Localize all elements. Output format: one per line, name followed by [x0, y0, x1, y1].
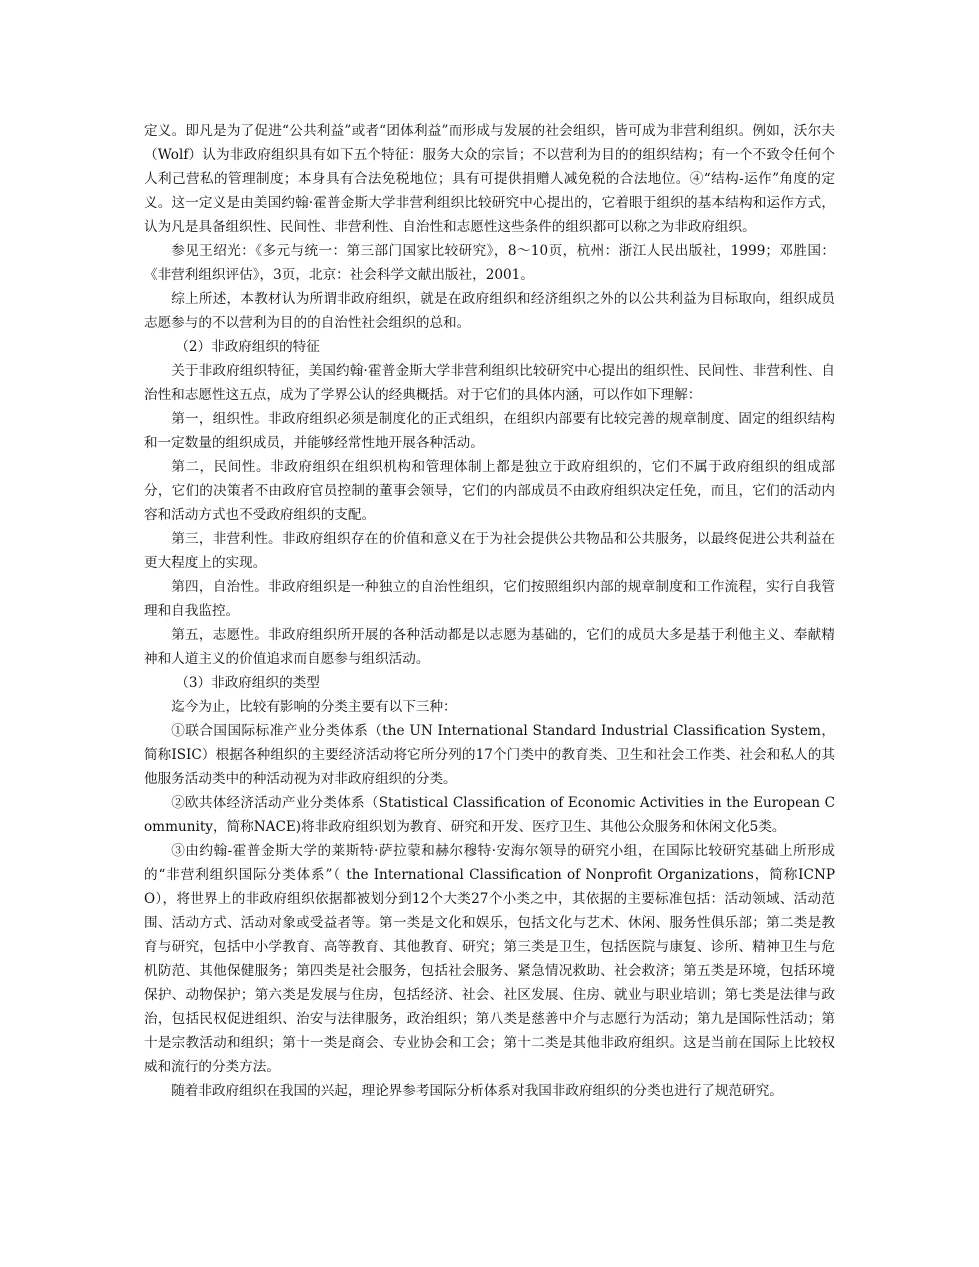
paragraph-voluntary: 第五，志愿性。非政府组织所开展的各种活动都是以志愿为基础的，它们的成员大多是基于利他主义、奉献精神和人道主义的价值追求而自愿参与组织活动。 — [144, 627, 835, 667]
paragraph-definition-cont: 定义。即凡是为了促进“公共利益”或者“团体利益”而形成与发展的社会组织，皆可成为非营利组织。例如，沃尔夫（Wolf）认为非政府组织具有如下五个特征：服务大众的宗旨；不以营利为目的的组织结构；有一个不致令任何个人利己营私的管理制度；本身具有合法免税地位；具有可提供捐赠人减免税的合法地位。④“结构-运作”角度的定义。这一定义是由美国约翰·霍普金斯大学非营利组织比较研究中心提出的，它着眼于组织的基本结构和运作方式，认为凡是具备组织性、民间性、非营利性、自治性和志愿性这些条件的组织都可以称之为非政府组织。 — [144, 123, 835, 235]
paragraph-china-research: 随着非政府组织在我国的兴起，理论界参考国际分析体系对我国非政府组织的分类也进行了规范研究。 — [171, 1083, 783, 1099]
paragraph-non-profit: 第三，非营利性。非政府组织存在的价值和意义在于为社会提供公共物品和公共服务，以最终促进公共利益在更大程度上的实现。 — [144, 531, 835, 571]
section-heading-types: （3）非政府组织的类型 — [175, 675, 320, 691]
paragraph-summary: 综上所述，本教材认为所谓非政府组织，就是在政府组织和经济组织之外的以公共利益为目标取向，组织成员志愿参与的不以营利为目的的自治性社会组织的总和。 — [144, 291, 835, 331]
paragraph-types-intro: 迄今为止，比较有影响的分类主要有以下三种： — [171, 699, 457, 715]
paragraph-autonomy: 第四，自治性。非政府组织是一种独立的自治性组织，它们按照组织内部的规章制度和工作流程，实行自我管理和自我监控。 — [144, 579, 835, 619]
section-heading-characteristics: （2）非政府组织的特征 — [175, 339, 320, 355]
paragraph-isic: ①联合国国际标准产业分类体系（the UN International Standard Industrial Classification System，简称ISIC）根据各种组织的主要经济活动将它所分列的17个门类中的教育类、卫生和社会工作类、社会和私人的其他服务活动类中的种活动视为对非政府组织的分类。 — [144, 723, 835, 787]
paragraph-non-governmental: 第二，民间性。非政府组织在组织机构和管理体制上都是独立于政府组织的，它们不属于政府组织的组成部分，它们的决策者不由政府官员控制的董事会领导，它们的内部成员不由政府组织决定任免，而且，它们的活动内容和活动方式也不受政府组织的支配。 — [144, 459, 835, 523]
paragraph-reference-note: 参见王绍光：《多元与统一：第三部门国家比较研究》，8～10页，杭州：浙江人民出版社，1999；邓胜国：《非营利组织评估》，3页，北京：社会科学文献出版社，2001。 — [144, 243, 835, 283]
paragraph-organization: 第一，组织性。非政府组织必须是制度化的正式组织，在组织内部要有比较完善的规章制度、固定的组织结构和一定数量的组织成员，并能够经常性地开展各种活动。 — [144, 411, 835, 451]
paragraph-icnpo: ③由约翰-霍普金斯大学的莱斯特·萨拉蒙和赫尔穆特·安海尔领导的研究小组，在国际比较研究基础上所形成的“非营利组织国际分类体系”（ the International Classification of Nonprofit Organizations，简称ICNPO），将世界上的非政府组织依据都被划分到12个大类27个小类之中，其依据的主要标准包括：活动领域、活动范围、活动方式、活动对象或受益者等。第一类是文化和娱乐，包括文化与艺术、休闲、服务性俱乐部；第二类是教育与研究，包括中小学教育、高等教育、其他教育、研究；第三类是卫生，包括医院与康复、诊所、精神卫生与危机防范、其他保健服务；第四类是社会服务，包括社会服务、紧急情况救助、社会救济；第五类是环境，包括环境保护、动物保护；第六类是发展与住房，包括经济、社会、社区发展、住房、就业与职业培训；第七类是法律与政治，包括民权促进组织、治安与法律服务，政治组织；第八类是慈善中介与志愿行为活动；第九是国际性活动；第十是宗教活动和组织；第十一类是商会、专业协会和工会；第十二类是其他非政府组织。这是当前在国际上比较权威和流行的分类方法。 — [144, 843, 835, 1075]
paragraph-nace: ②欧共体经济活动产业分类体系（Statistical Classification of Economic Activities in the European Community，简称NACE)将非政府组织划为教育、研究和开发、医疗卫生、其他公众服务和休闲文化5类。 — [144, 795, 835, 835]
paragraph-characteristics-intro: 关于非政府组织特征，美国约翰·霍普金斯大学非营利组织比较研究中心提出的组织性、民间性、非营利性、自治性和志愿性这五点，成为了学界公认的经典概括。对于它们的具体内涵，可以作如下理解： — [144, 363, 835, 403]
